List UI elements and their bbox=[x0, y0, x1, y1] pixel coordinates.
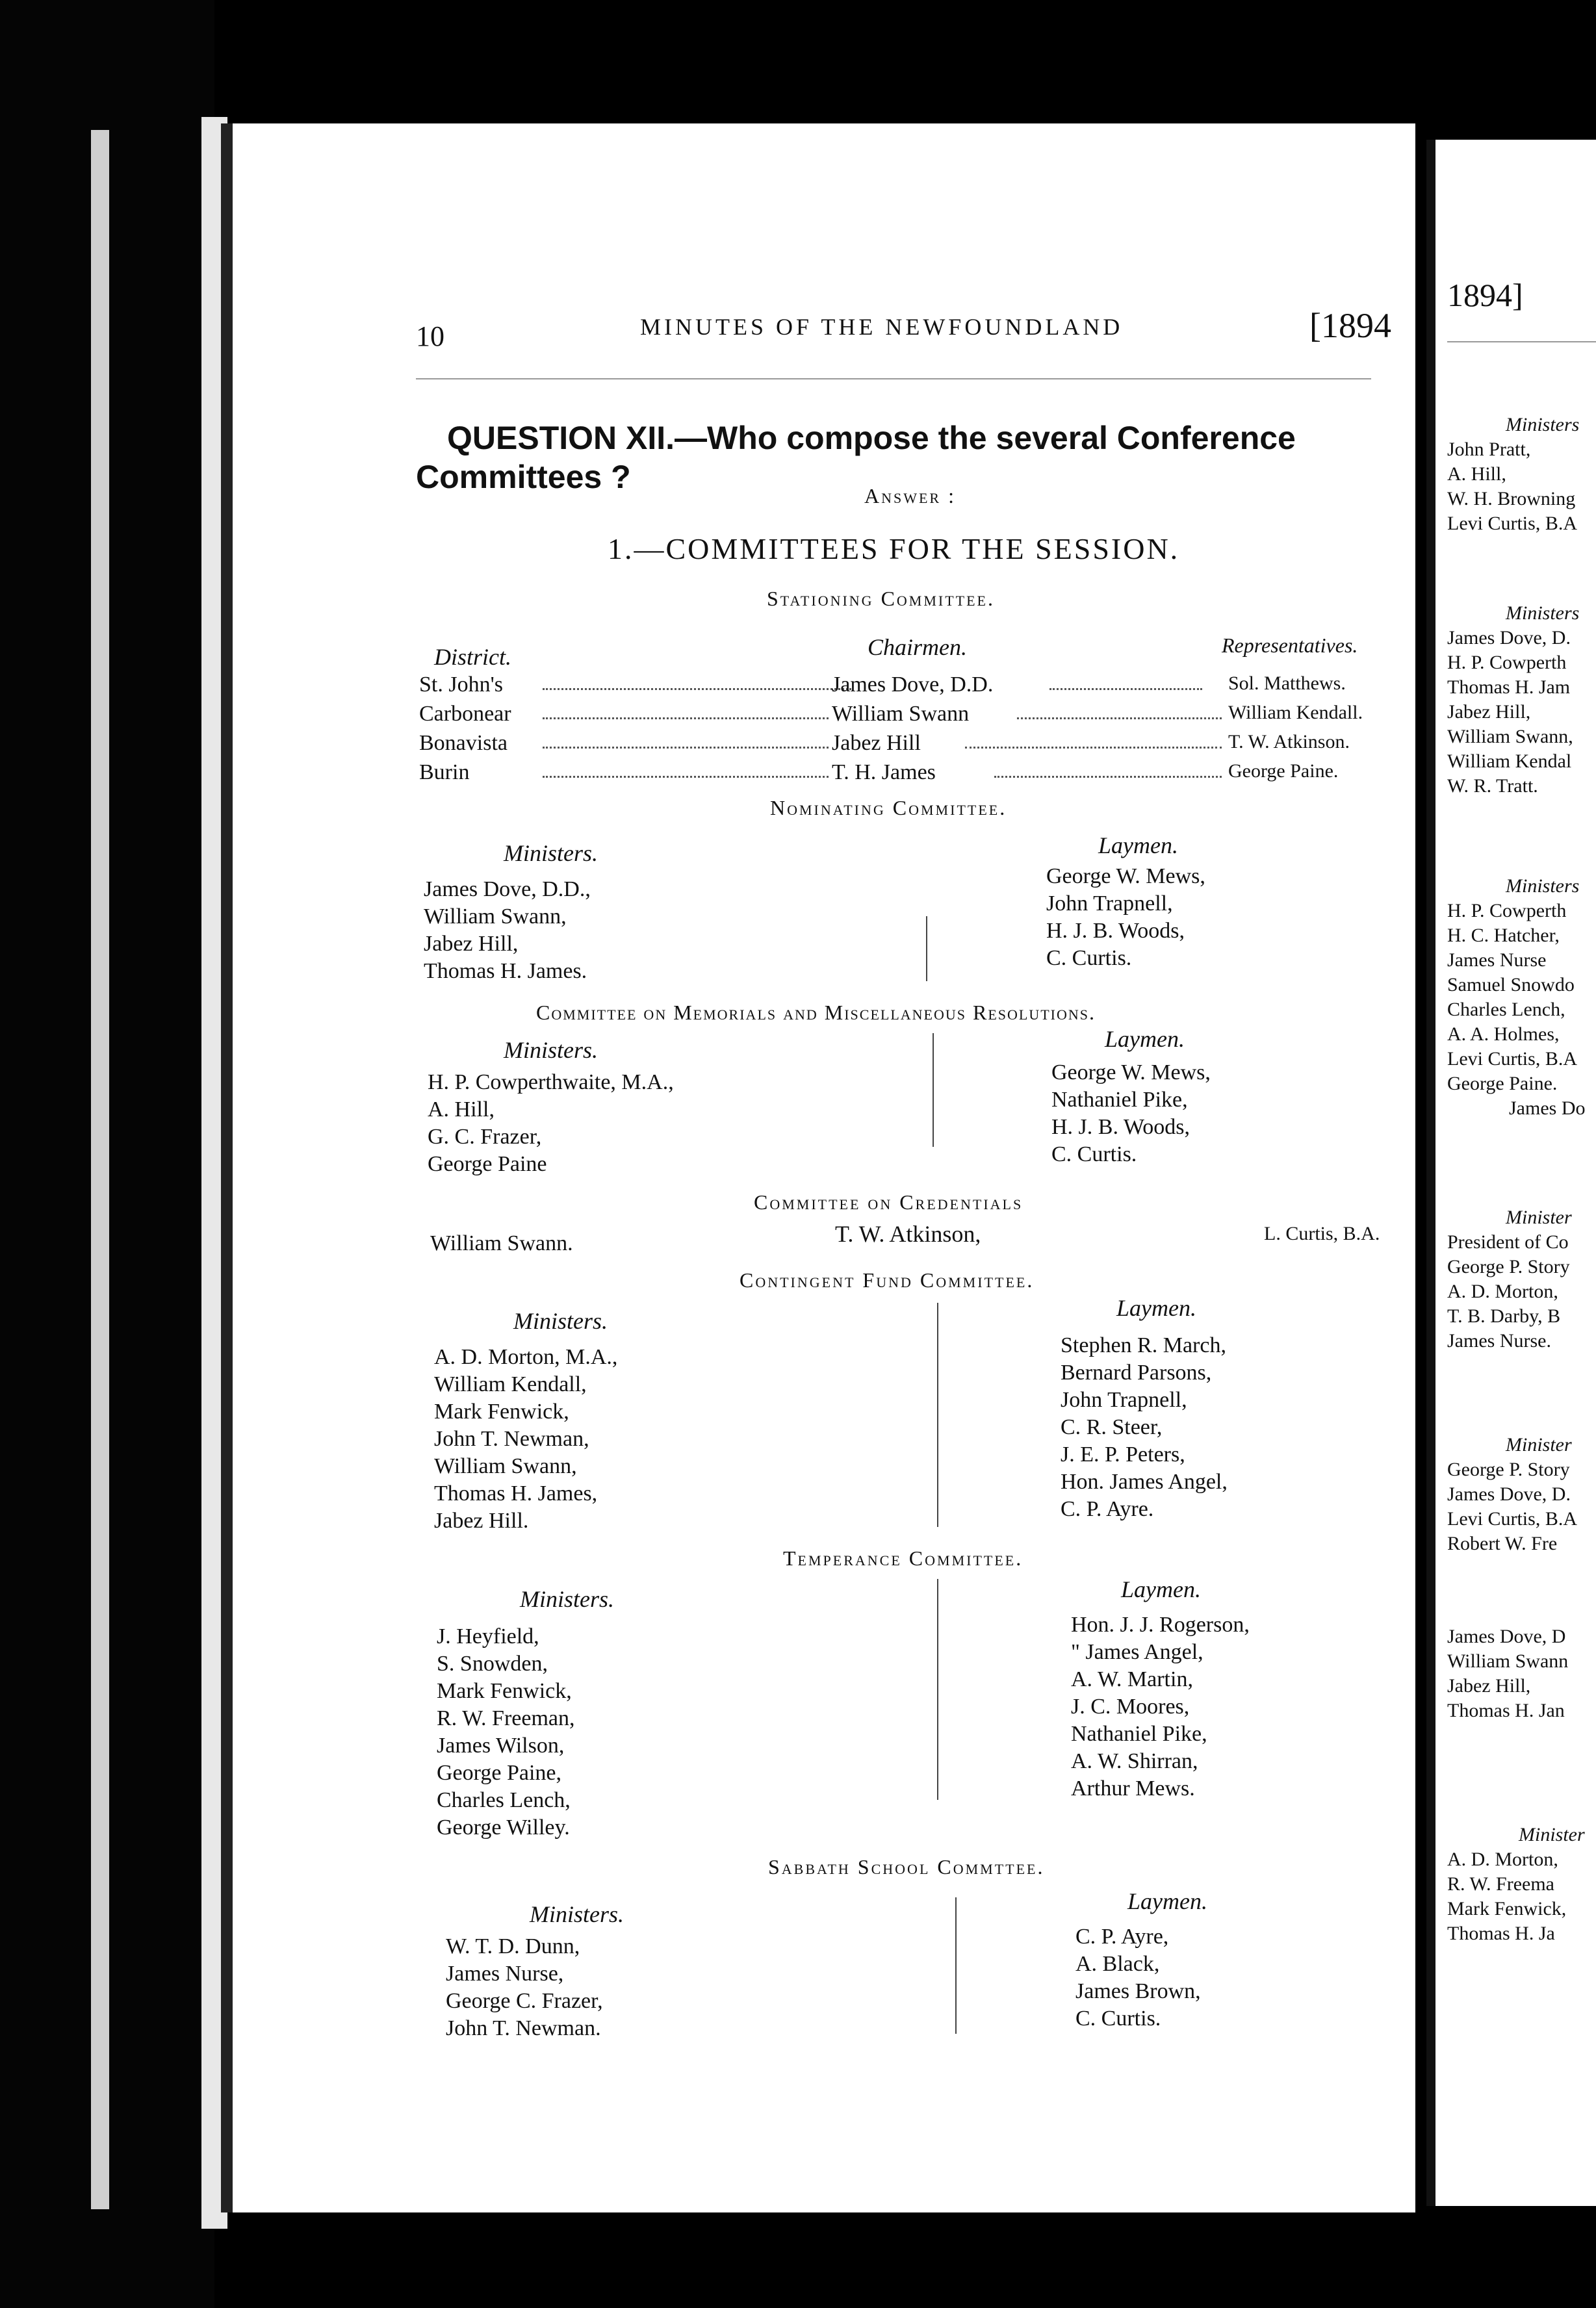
right-block bbox=[1447, 413, 1579, 536]
column-divider bbox=[937, 1303, 938, 1527]
dot-leader bbox=[1049, 688, 1202, 690]
laymen-label: Laymen. bbox=[1116, 1295, 1196, 1321]
list-item: Charles Lench, bbox=[437, 1788, 571, 1812]
laymen-label: Laymen. bbox=[1121, 1576, 1201, 1602]
chairman-cell: James Dove, D.D. bbox=[832, 673, 994, 697]
list-item: Levi Curtis, B.A bbox=[1447, 513, 1577, 534]
table-row bbox=[419, 673, 1381, 702]
column-divider bbox=[926, 916, 927, 981]
ministers-label: Ministers bbox=[1506, 875, 1580, 897]
list-item: " James Angel, bbox=[1071, 1640, 1203, 1664]
credentials-title: Committee on Credentials bbox=[754, 1190, 1023, 1214]
list-item: William Swann, bbox=[1447, 726, 1573, 747]
list-item: H. P. Cowperth bbox=[1447, 652, 1567, 673]
list-item: George W. Mews, bbox=[1046, 864, 1205, 888]
list-item: Hon. James Angel, bbox=[1061, 1470, 1228, 1494]
representative-cell: Sol. Matthews. bbox=[1228, 673, 1346, 694]
list-item: William Kendall, bbox=[434, 1372, 587, 1396]
representatives-header: Representatives. bbox=[1222, 634, 1358, 657]
dot-leader bbox=[543, 747, 829, 749]
chairman-cell: William Swann bbox=[832, 702, 970, 726]
temperance-ministers bbox=[437, 1623, 574, 1841]
list-item: Jabez Hill, bbox=[1447, 1675, 1531, 1697]
right-page bbox=[1426, 140, 1596, 2206]
list-item: Thomas H. Ja bbox=[1447, 1923, 1555, 1944]
list-item: George Paine bbox=[428, 1152, 547, 1176]
representative-cell: T. W. Atkinson. bbox=[1228, 731, 1350, 752]
credentials-member: T. W. Atkinson, bbox=[835, 1221, 981, 1247]
laymen-label: Laymen. bbox=[1098, 832, 1178, 858]
contingent-ministers bbox=[434, 1344, 617, 1535]
nominating-ministers bbox=[424, 876, 591, 985]
ministers-label: Ministers. bbox=[530, 1901, 624, 1927]
list-item: William Swann, bbox=[434, 1454, 577, 1478]
list-item: Jabez Hill, bbox=[1447, 701, 1531, 723]
list-item: A. W. Martin, bbox=[1071, 1667, 1193, 1691]
list-item: R. W. Freeman, bbox=[437, 1706, 575, 1730]
list-item: A. D. Morton, bbox=[1447, 1849, 1558, 1870]
header-year: [1894 bbox=[1309, 306, 1391, 345]
list-item: Hon. J. J. Rogerson, bbox=[1071, 1613, 1250, 1637]
list-item: George C. Frazer, bbox=[446, 1989, 603, 2013]
list-item: J. E. P. Peters, bbox=[1061, 1442, 1185, 1467]
ministers-label: Ministers. bbox=[520, 1586, 615, 1612]
temperance-title: Temperance Committee. bbox=[783, 1546, 1023, 1570]
list-item: William Kendal bbox=[1447, 750, 1572, 772]
representative-cell: George Paine. bbox=[1228, 760, 1339, 782]
question-line-2: Committees ? bbox=[416, 459, 631, 495]
list-item: H. C. Hatcher, bbox=[1447, 925, 1560, 946]
list-item: John Trapnell, bbox=[1046, 891, 1173, 916]
list-item: James Dove, D. bbox=[1447, 1483, 1571, 1505]
list-item: J. Heyfield, bbox=[437, 1624, 539, 1648]
list-item: Jabez Hill, bbox=[424, 932, 519, 956]
nominating-laymen bbox=[1046, 863, 1205, 972]
list-item: John T. Newman, bbox=[434, 1427, 589, 1451]
list-item: Nathaniel Pike, bbox=[1051, 1088, 1188, 1112]
list-item: George Paine. bbox=[1447, 1073, 1558, 1094]
dot-leader bbox=[1017, 717, 1222, 719]
list-item: William Swann bbox=[1447, 1650, 1569, 1672]
list-item: W. T. D. Dunn, bbox=[446, 1934, 580, 1958]
contingent-laymen bbox=[1061, 1332, 1228, 1523]
list-item: James Wilson, bbox=[437, 1734, 565, 1758]
list-item: George Willey. bbox=[437, 1815, 570, 1840]
dot-leader bbox=[994, 776, 1222, 778]
list-item: James Do bbox=[1509, 1097, 1586, 1119]
running-title: MINUTES OF THE NEWFOUNDLAND bbox=[640, 314, 1124, 340]
list-item: J. C. Moores, bbox=[1071, 1695, 1190, 1719]
list-item: John Pratt, bbox=[1447, 439, 1531, 460]
section-title: 1.—COMMITTEES FOR THE SESSION. bbox=[608, 532, 1180, 565]
ministers-label: Minister bbox=[1506, 1207, 1572, 1228]
list-item: Levi Curtis, B.A bbox=[1447, 1508, 1577, 1530]
district-cell: St. John's bbox=[419, 673, 503, 697]
list-item: Bernard Parsons, bbox=[1061, 1361, 1212, 1385]
header-rule bbox=[1447, 341, 1596, 342]
ministers-label: Ministers bbox=[1506, 602, 1580, 624]
chairman-cell: T. H. James bbox=[832, 760, 936, 784]
list-item: C. P. Ayre, bbox=[1075, 1925, 1169, 1949]
list-item: George P. Story bbox=[1447, 1256, 1570, 1277]
memorials-ministers bbox=[428, 1069, 674, 1178]
spine-edge bbox=[91, 130, 109, 2209]
header-rule bbox=[416, 378, 1371, 379]
list-item: Mark Fenwick, bbox=[434, 1400, 569, 1424]
temperance-laymen bbox=[1071, 1611, 1250, 1802]
stationing-title: Stationing Committee. bbox=[767, 587, 995, 610]
list-item: James Dove, D bbox=[1447, 1626, 1566, 1647]
list-item: Samuel Snowdo bbox=[1447, 974, 1575, 995]
list-item: W. H. Browning bbox=[1447, 488, 1576, 509]
ministers-label: Ministers. bbox=[504, 1037, 598, 1063]
memorials-title: Committee on Memorials and Miscellaneous Resolutions. bbox=[536, 1001, 1096, 1024]
dot-leader bbox=[965, 747, 1222, 749]
right-block bbox=[1447, 1433, 1577, 1556]
right-block bbox=[1447, 1205, 1572, 1353]
list-item: Thomas H. Jam bbox=[1447, 676, 1571, 698]
list-item: A. D. Morton, M.A., bbox=[434, 1345, 618, 1369]
list-item: George Paine, bbox=[437, 1761, 561, 1785]
ministers-label: Minister bbox=[1519, 1824, 1585, 1845]
list-item: Thomas H. James. bbox=[424, 959, 587, 983]
district-cell: Bonavista bbox=[419, 731, 508, 755]
sabbath-laymen bbox=[1075, 1923, 1201, 2032]
list-item: C. R. Steer, bbox=[1061, 1415, 1163, 1439]
list-item: C. Curtis. bbox=[1051, 1142, 1137, 1166]
ministers-label: Ministers bbox=[1506, 414, 1580, 435]
chairmen-header: Chairmen. bbox=[868, 634, 967, 660]
column-divider bbox=[955, 1897, 957, 2034]
chairman-cell: Jabez Hill bbox=[832, 731, 921, 755]
list-item: Charles Lench, bbox=[1447, 999, 1565, 1020]
district-header: District. bbox=[434, 644, 512, 670]
list-item: A. Hill, bbox=[428, 1097, 495, 1122]
representative-cell: William Kendall. bbox=[1228, 702, 1363, 723]
right-year: 1894] bbox=[1447, 277, 1523, 313]
list-item: H. P. Cowperth bbox=[1447, 900, 1567, 921]
nominating-title: Nominating Committee. bbox=[770, 796, 1007, 819]
list-item: Levi Curtis, B.A bbox=[1447, 1048, 1577, 1070]
ministers-label: Minister bbox=[1506, 1434, 1572, 1455]
list-item: Jabez Hill. bbox=[434, 1509, 529, 1533]
stationing-table bbox=[419, 673, 1381, 789]
right-block bbox=[1447, 1823, 1585, 1946]
dot-leader bbox=[543, 688, 851, 690]
ministers-label: Ministers. bbox=[513, 1308, 608, 1334]
right-block bbox=[1447, 601, 1579, 799]
list-item: C. P. Ayre. bbox=[1061, 1497, 1154, 1521]
list-item: S. Snowden, bbox=[437, 1652, 548, 1676]
list-item: James Dove, D. bbox=[1447, 627, 1571, 648]
list-item: James Nurse. bbox=[1447, 1330, 1551, 1352]
right-block bbox=[1447, 1624, 1568, 1723]
list-item: Mark Fenwick, bbox=[1447, 1898, 1567, 1919]
laymen-label: Laymen. bbox=[1127, 1888, 1207, 1914]
page-number: 10 bbox=[416, 320, 444, 352]
list-item: Nathaniel Pike, bbox=[1071, 1722, 1207, 1746]
list-item: James Nurse bbox=[1447, 949, 1547, 971]
ministers-label: Ministers. bbox=[504, 840, 598, 866]
column-divider bbox=[933, 1033, 934, 1147]
sabbath-ministers bbox=[446, 1933, 603, 2042]
question-line-1: QUESTION XII.—Who compose the several Conference bbox=[447, 420, 1296, 456]
list-item: G. C. Frazer, bbox=[428, 1125, 542, 1149]
list-item: H. J. B. Woods, bbox=[1046, 919, 1185, 943]
credentials-member: L. Curtis, B.A. bbox=[1264, 1223, 1380, 1244]
list-item: Robert W. Fre bbox=[1447, 1533, 1558, 1554]
list-item: Mark Fenwick, bbox=[437, 1679, 572, 1703]
list-item: A. Hill, bbox=[1447, 463, 1506, 485]
list-item: H. J. B. Woods, bbox=[1051, 1115, 1190, 1139]
memorials-laymen bbox=[1051, 1059, 1211, 1168]
list-item: H. P. Cowperthwaite, M.A., bbox=[428, 1070, 674, 1094]
dot-leader bbox=[543, 717, 829, 719]
list-item: George P. Story bbox=[1447, 1459, 1570, 1480]
list-item: R. W. Freema bbox=[1447, 1873, 1554, 1895]
dot-leader bbox=[543, 776, 829, 778]
list-item: Stephen R. March, bbox=[1061, 1333, 1226, 1357]
list-item: James Brown, bbox=[1075, 1979, 1201, 2003]
laymen-label: Laymen. bbox=[1105, 1026, 1185, 1052]
answer-label: Answer : bbox=[864, 484, 956, 507]
district-cell: Carbonear bbox=[419, 702, 511, 726]
column-divider bbox=[937, 1579, 938, 1800]
list-item: President of Co bbox=[1447, 1231, 1569, 1253]
list-item: Arthur Mews. bbox=[1071, 1776, 1195, 1801]
list-item: C. Curtis. bbox=[1075, 2007, 1161, 2031]
list-item: John Trapnell, bbox=[1061, 1388, 1187, 1412]
list-item: John T. Newman. bbox=[446, 2016, 601, 2040]
district-cell: Burin bbox=[419, 760, 470, 784]
contingent-title: Contingent Fund Committee. bbox=[740, 1268, 1035, 1292]
list-item: George W. Mews, bbox=[1051, 1060, 1211, 1084]
list-item: Thomas H. Jan bbox=[1447, 1700, 1565, 1721]
list-item: William Swann, bbox=[424, 904, 567, 929]
table-row bbox=[419, 760, 1381, 789]
list-item: James Nurse, bbox=[446, 1962, 564, 1986]
list-item: C. Curtis. bbox=[1046, 946, 1132, 970]
right-block bbox=[1447, 874, 1585, 1121]
sabbath-title: Sabbath School Commttee. bbox=[768, 1855, 1045, 1878]
list-item: A. W. Shirran, bbox=[1071, 1749, 1198, 1773]
list-item: W. R. Tratt. bbox=[1447, 775, 1538, 797]
list-item: Thomas H. James, bbox=[434, 1481, 598, 1506]
table-row bbox=[419, 731, 1381, 760]
credentials-member: William Swann. bbox=[430, 1231, 573, 1255]
table-row bbox=[419, 702, 1381, 731]
list-item: T. B. Darby, B bbox=[1447, 1305, 1561, 1327]
list-item: A. D. Morton, bbox=[1447, 1281, 1558, 1302]
list-item: A. Black, bbox=[1075, 1952, 1160, 1976]
list-item: A. A. Holmes, bbox=[1447, 1023, 1560, 1045]
list-item: James Dove, D.D., bbox=[424, 877, 591, 901]
